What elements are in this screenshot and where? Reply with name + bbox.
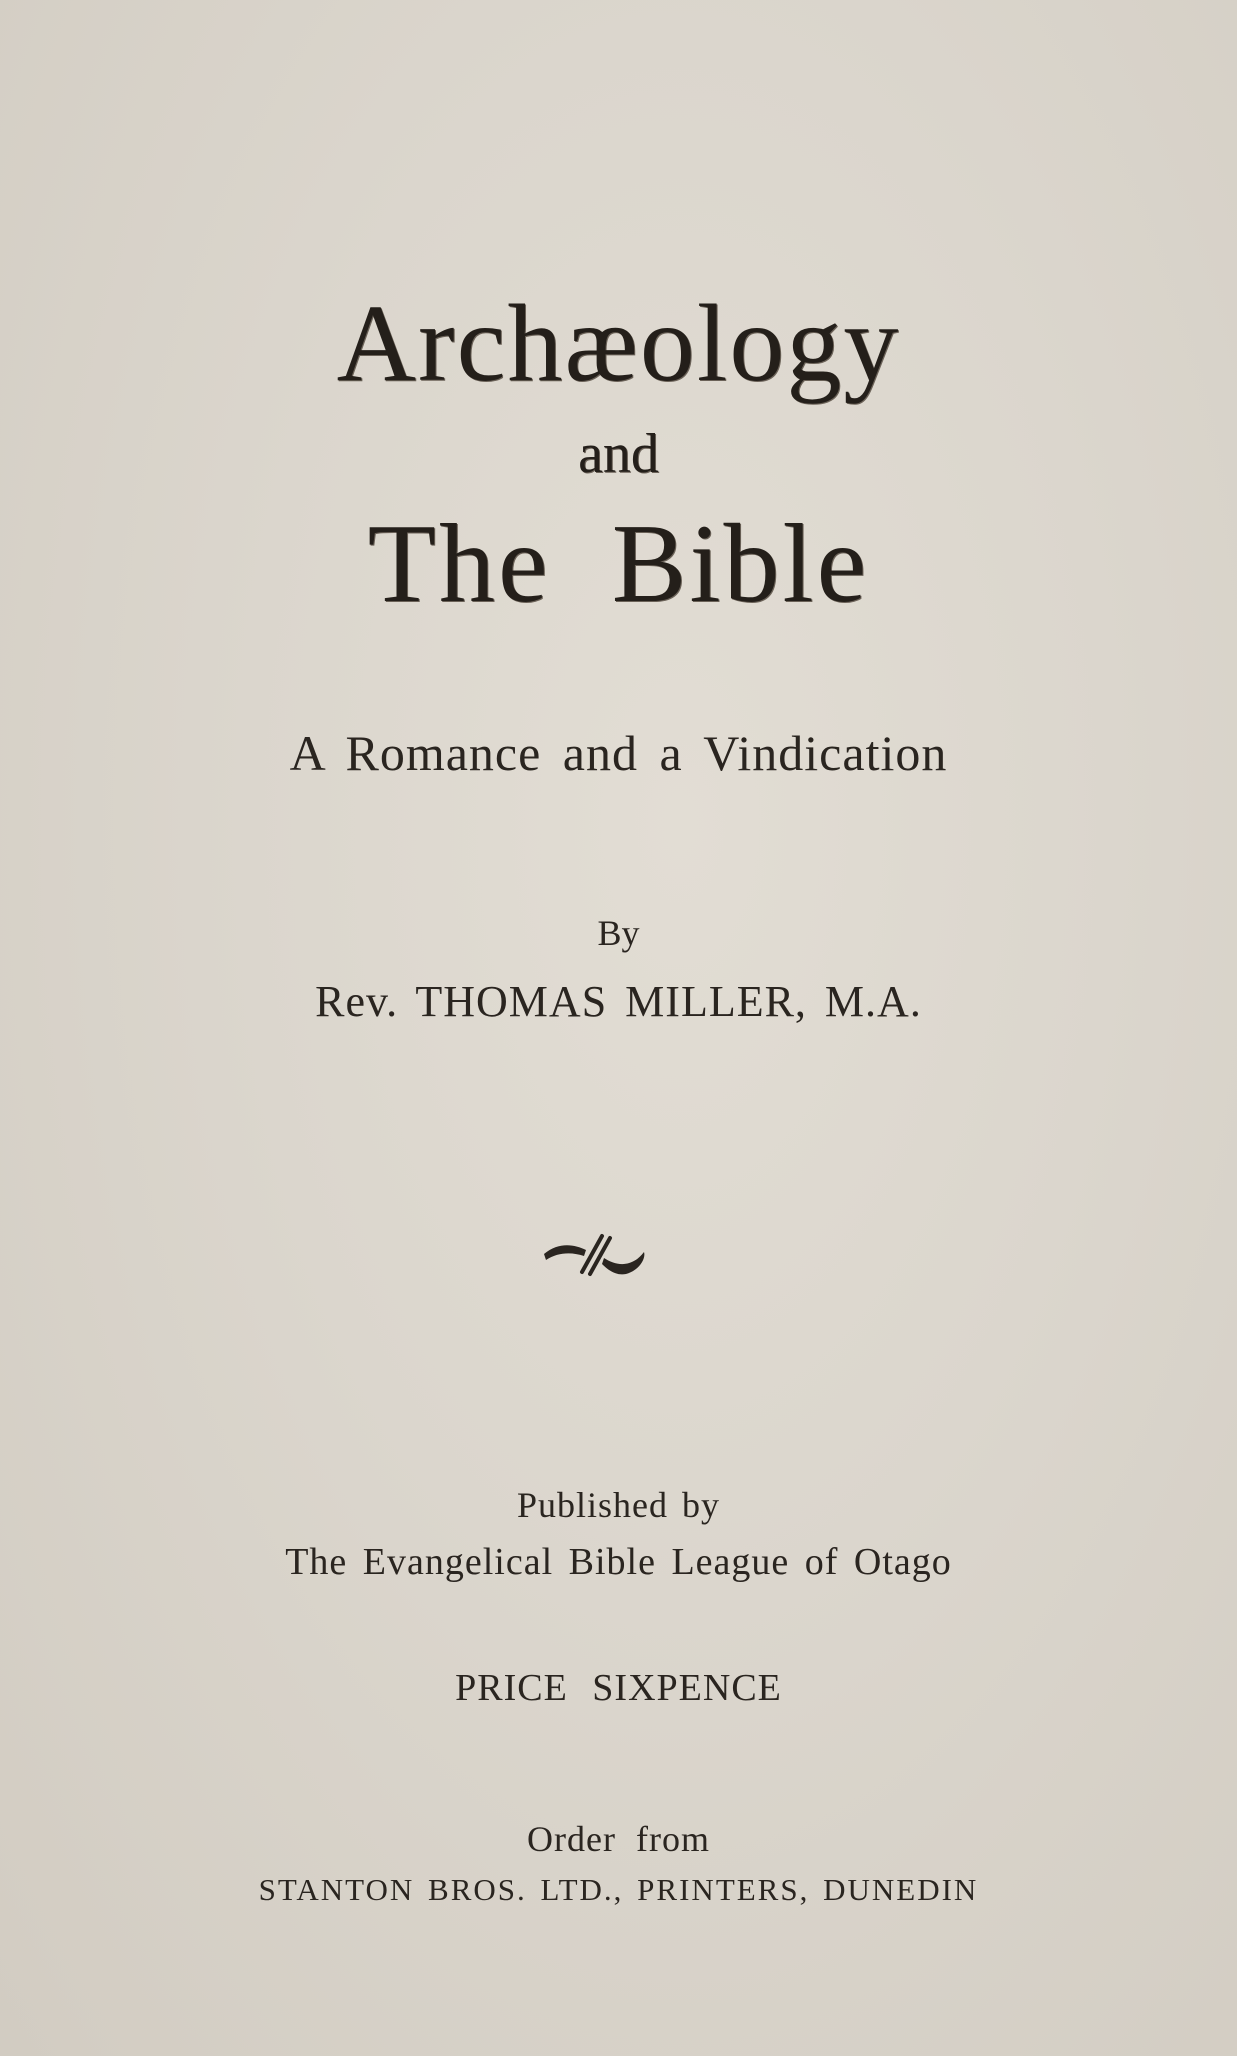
author-name: Rev. THOMAS MILLER, M.A. (315, 977, 922, 1026)
order-from-label: Order from (527, 1819, 710, 1859)
book-title-and: and (578, 423, 659, 485)
byline-by: By (597, 913, 640, 953)
printer-name: STANTON BROS. LTD., PRINTERS, DUNEDIN (258, 1872, 979, 1907)
book-title-archaeology: Archæology (336, 282, 901, 404)
book-title-the-bible: The Bible (367, 502, 870, 626)
published-by-label: Published by (516, 1485, 720, 1525)
fleuron-icon (540, 1228, 650, 1284)
book-subtitle: A Romance and a Vindication (289, 725, 948, 781)
publisher-name: The Evangelical Bible League of Otago (285, 1541, 952, 1583)
price-text: PRICE SIXPENCE (455, 1667, 782, 1709)
